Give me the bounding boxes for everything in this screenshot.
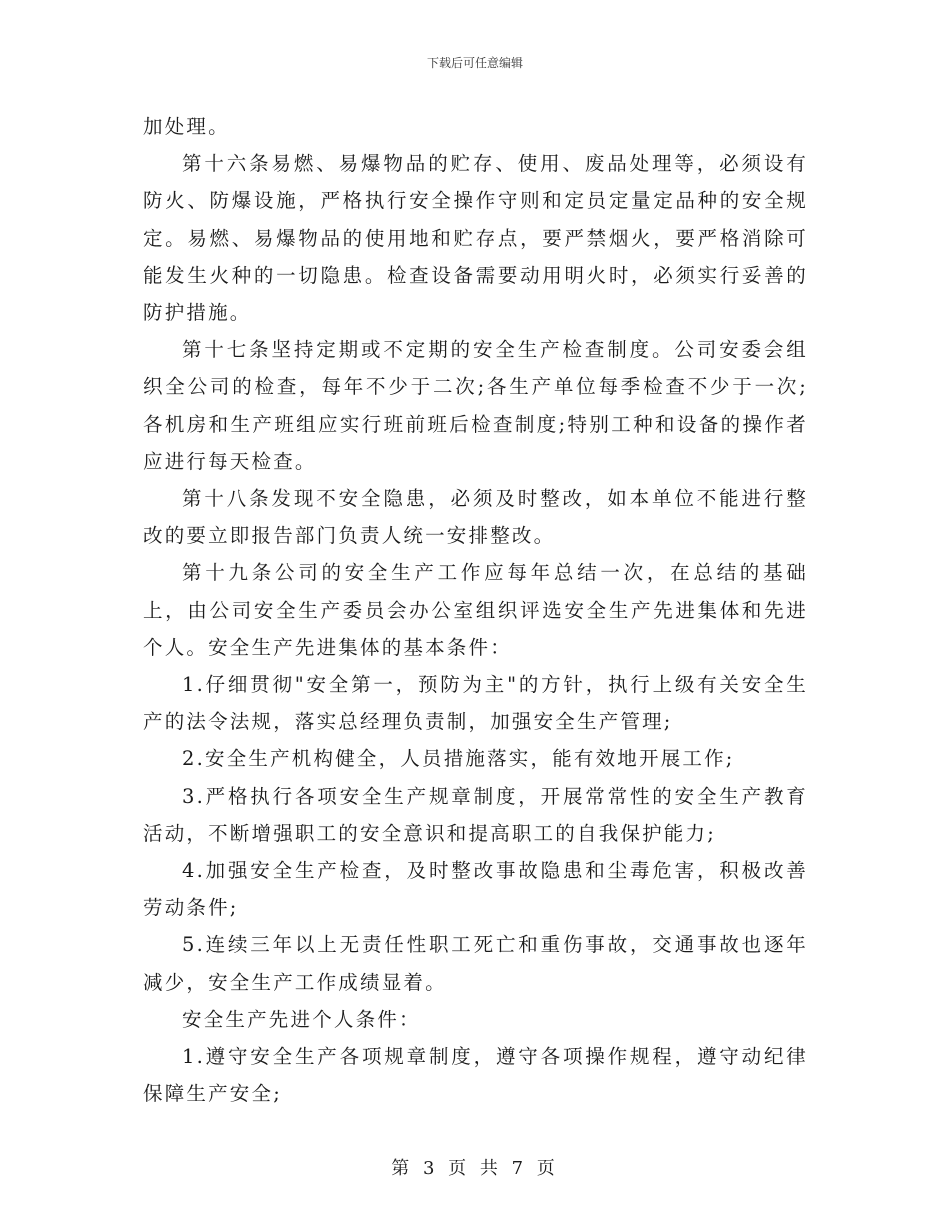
list-item-collective-4: 4.加强安全生产检查，及时整改事故隐患和尘毒危害，积极改善劳动条件; <box>143 859 808 920</box>
paragraph-article-18: 第十八条发现不安全隐患，必须及时整改，如本单位不能进行整改的要立即报告部门负责人统一安排整改。 <box>143 487 808 548</box>
individual-criteria-heading: 安全生产先进个人条件： <box>182 1007 421 1031</box>
header-note: 下载后可任意编辑 <box>426 56 523 70</box>
paragraph-article-17: 第十七条坚持定期或不定期的安全生产检查制度。公司安委会组织全公司的检查，每年不少于二次;各生产单位每季检查不少于一次;各机房和生产班组应实行班前班后检查制度;特别工种和设备的操作者应进行每天检查。 <box>143 338 808 473</box>
list-item-collective-1: 1.仔细贯彻"安全第一，预防为主"的方针，执行上级有关安全生产的法令法规，落实总经理负责制，加强安全生产管理; <box>143 673 808 734</box>
paragraph-article-16: 第十六条易燃、易爆物品的贮存、使用、废品处理等，必须设有防火、防爆设施，严格执行安全操作守则和定员定量定品种的安全规定。易燃、易爆物品的使用地和贮存点，要严禁烟火，要严格消除可能发生火种的一切隐患。检查设备需要动用明火时，必须实行妥善的防护措施。 <box>143 152 808 325</box>
paragraph-article-19: 第十九条公司的安全生产工作应每年总结一次，在总结的基础上，由公司安全生产委员会办公室组织评选安全生产先进集体和先进个人。安全生产先进集体的基本条件： <box>143 561 808 659</box>
body-text <box>143 108 808 1112</box>
paragraph-0: 加处理。 <box>143 115 230 138</box>
list-item-collective-5: 5.连续三年以上无责任性职工死亡和重伤事故，交通事故也逐年减少，安全生产工作成绩显着。 <box>143 933 808 994</box>
list-item-individual-1: 1.遵守安全生产各项规章制度，遵守各项操作规程，遵守动纪律保障生产安全; <box>143 1045 808 1106</box>
list-item-collective-3: 3.严格执行各项安全生产规章制度，开展常常性的安全生产教育活动，不断增强职工的安全意识和提高职工的自我保护能力; <box>143 784 808 845</box>
page-number-footer: 第 3 页 共 7 页 <box>391 1158 559 1179</box>
list-item-collective-2: 2.安全生产机构健全，人员措施落实，能有效地开展工作; <box>182 747 735 771</box>
